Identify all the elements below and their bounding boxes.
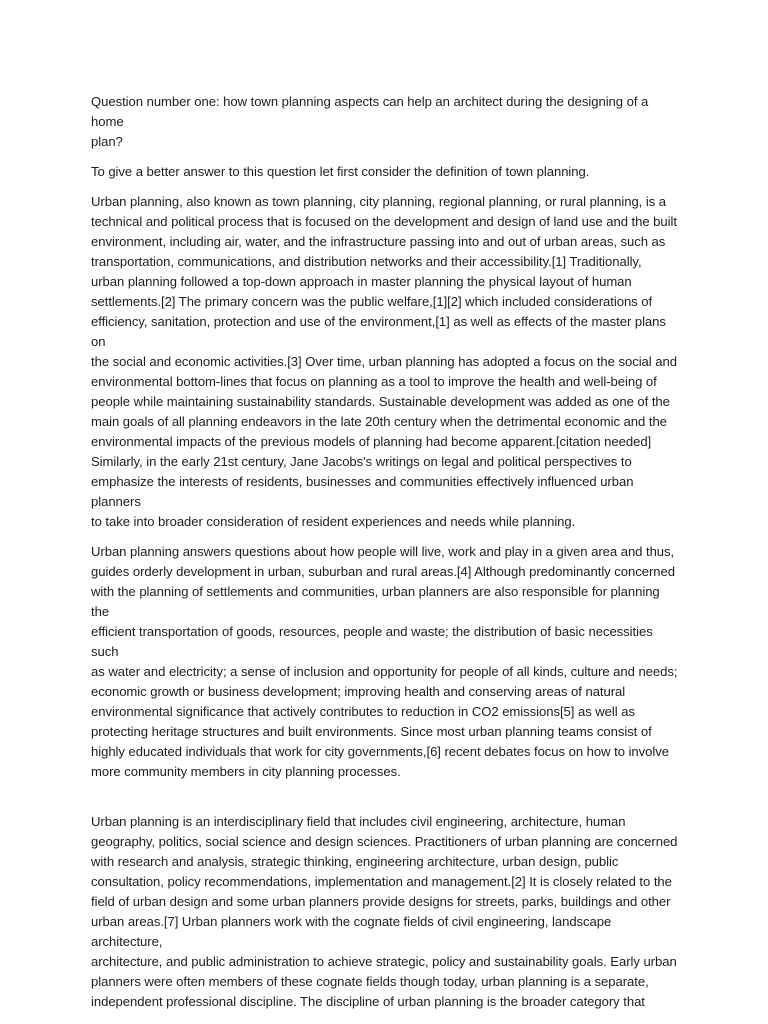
definition-paragraph: Urban planning, also known as town planning, city planning, regional planning, or rural planning, is a technical and political process that is focused on the development and design of land use and the built environment, including air, water, and the infrastructure passing into and out of urban areas, such as transportation, communications, and distribution networks and their accessibility.[1] Traditionally, urban planning followed a top-down approach in master planning the physical layout of human settlements.[2] The primary concern was the public welfare,[1][2] which included considerations of efficiency, sanitation, protection and use of the environment,[1] as well as effects of the master plans on the social and economic activities.[3] Over time, urban planning has adopted a focus on the social and environmental bottom-lines that focus on planning as a tool to improve the health and well-being of people while maintaining sustainability standards. Sustainable development was added as one of the main goals of all planning endeavors in the late 20th century when the detrimental economic and the environmental impacts of the previous models of planning had become apparent.[citation needed] Similarly, in the early 21st century, Jane Jacobs's writings on legal and political perspectives to emphasize the interests of residents, businesses and communities effectively influenced urban planners to take into broader consideration of resident experiences and needs while planning. — [91, 194, 677, 529]
intro-paragraph: To give a better answer to this question let first consider the definition of town planning. — [91, 164, 590, 179]
scope-paragraph: Urban planning answers questions about how people will live, work and play in a given area and thus, guides orderly development in urban, suburban and rural areas.[4] Although predominantly concerned with the planning of settlements and communities, urban planners are also responsible for planning the efficient transportation of goods, resources, people and waste; the distribution of basic necessities such as water and electricity; a sense of inclusion and opportunity for people of all kinds, culture and needs; economic growth or business development; improving health and conserving areas of natural environmental significance that actively contributes to reduction in CO2 emissions[5] as well as protecting heritage structures and built environments. Since most urban planning teams consist of highly educated individuals that work for city governments,[6] recent debates focus on how to involve more community members in city planning processes. — [91, 544, 678, 779]
document-body — [91, 92, 681, 1022]
interdisciplinary-paragraph: Urban planning is an interdisciplinary field that includes civil engineering, architecture, human geography, politics, social science and design sciences. Practitioners of urban planning are concerned with research and analysis, strategic thinking, engineering architecture, urban design, public consultation, policy recommendations, implementation and management.[2] It is closely related to the field of urban design and some urban planners provide designs for streets, parks, buildings and other urban areas.[7] Urban planners work with the cognate fields of civil engineering, landscape architecture, architecture, and public administration to achieve strategic, policy and sustainability goals. Early urban planners were often members of these cognate fields though today, urban planning is a separate, independent professional discipline. The discipline of urban planning is the broader category that — [91, 814, 678, 1009]
question-paragraph: Question number one: how town planning aspects can help an architect during the designing of a home plan? — [91, 94, 649, 149]
